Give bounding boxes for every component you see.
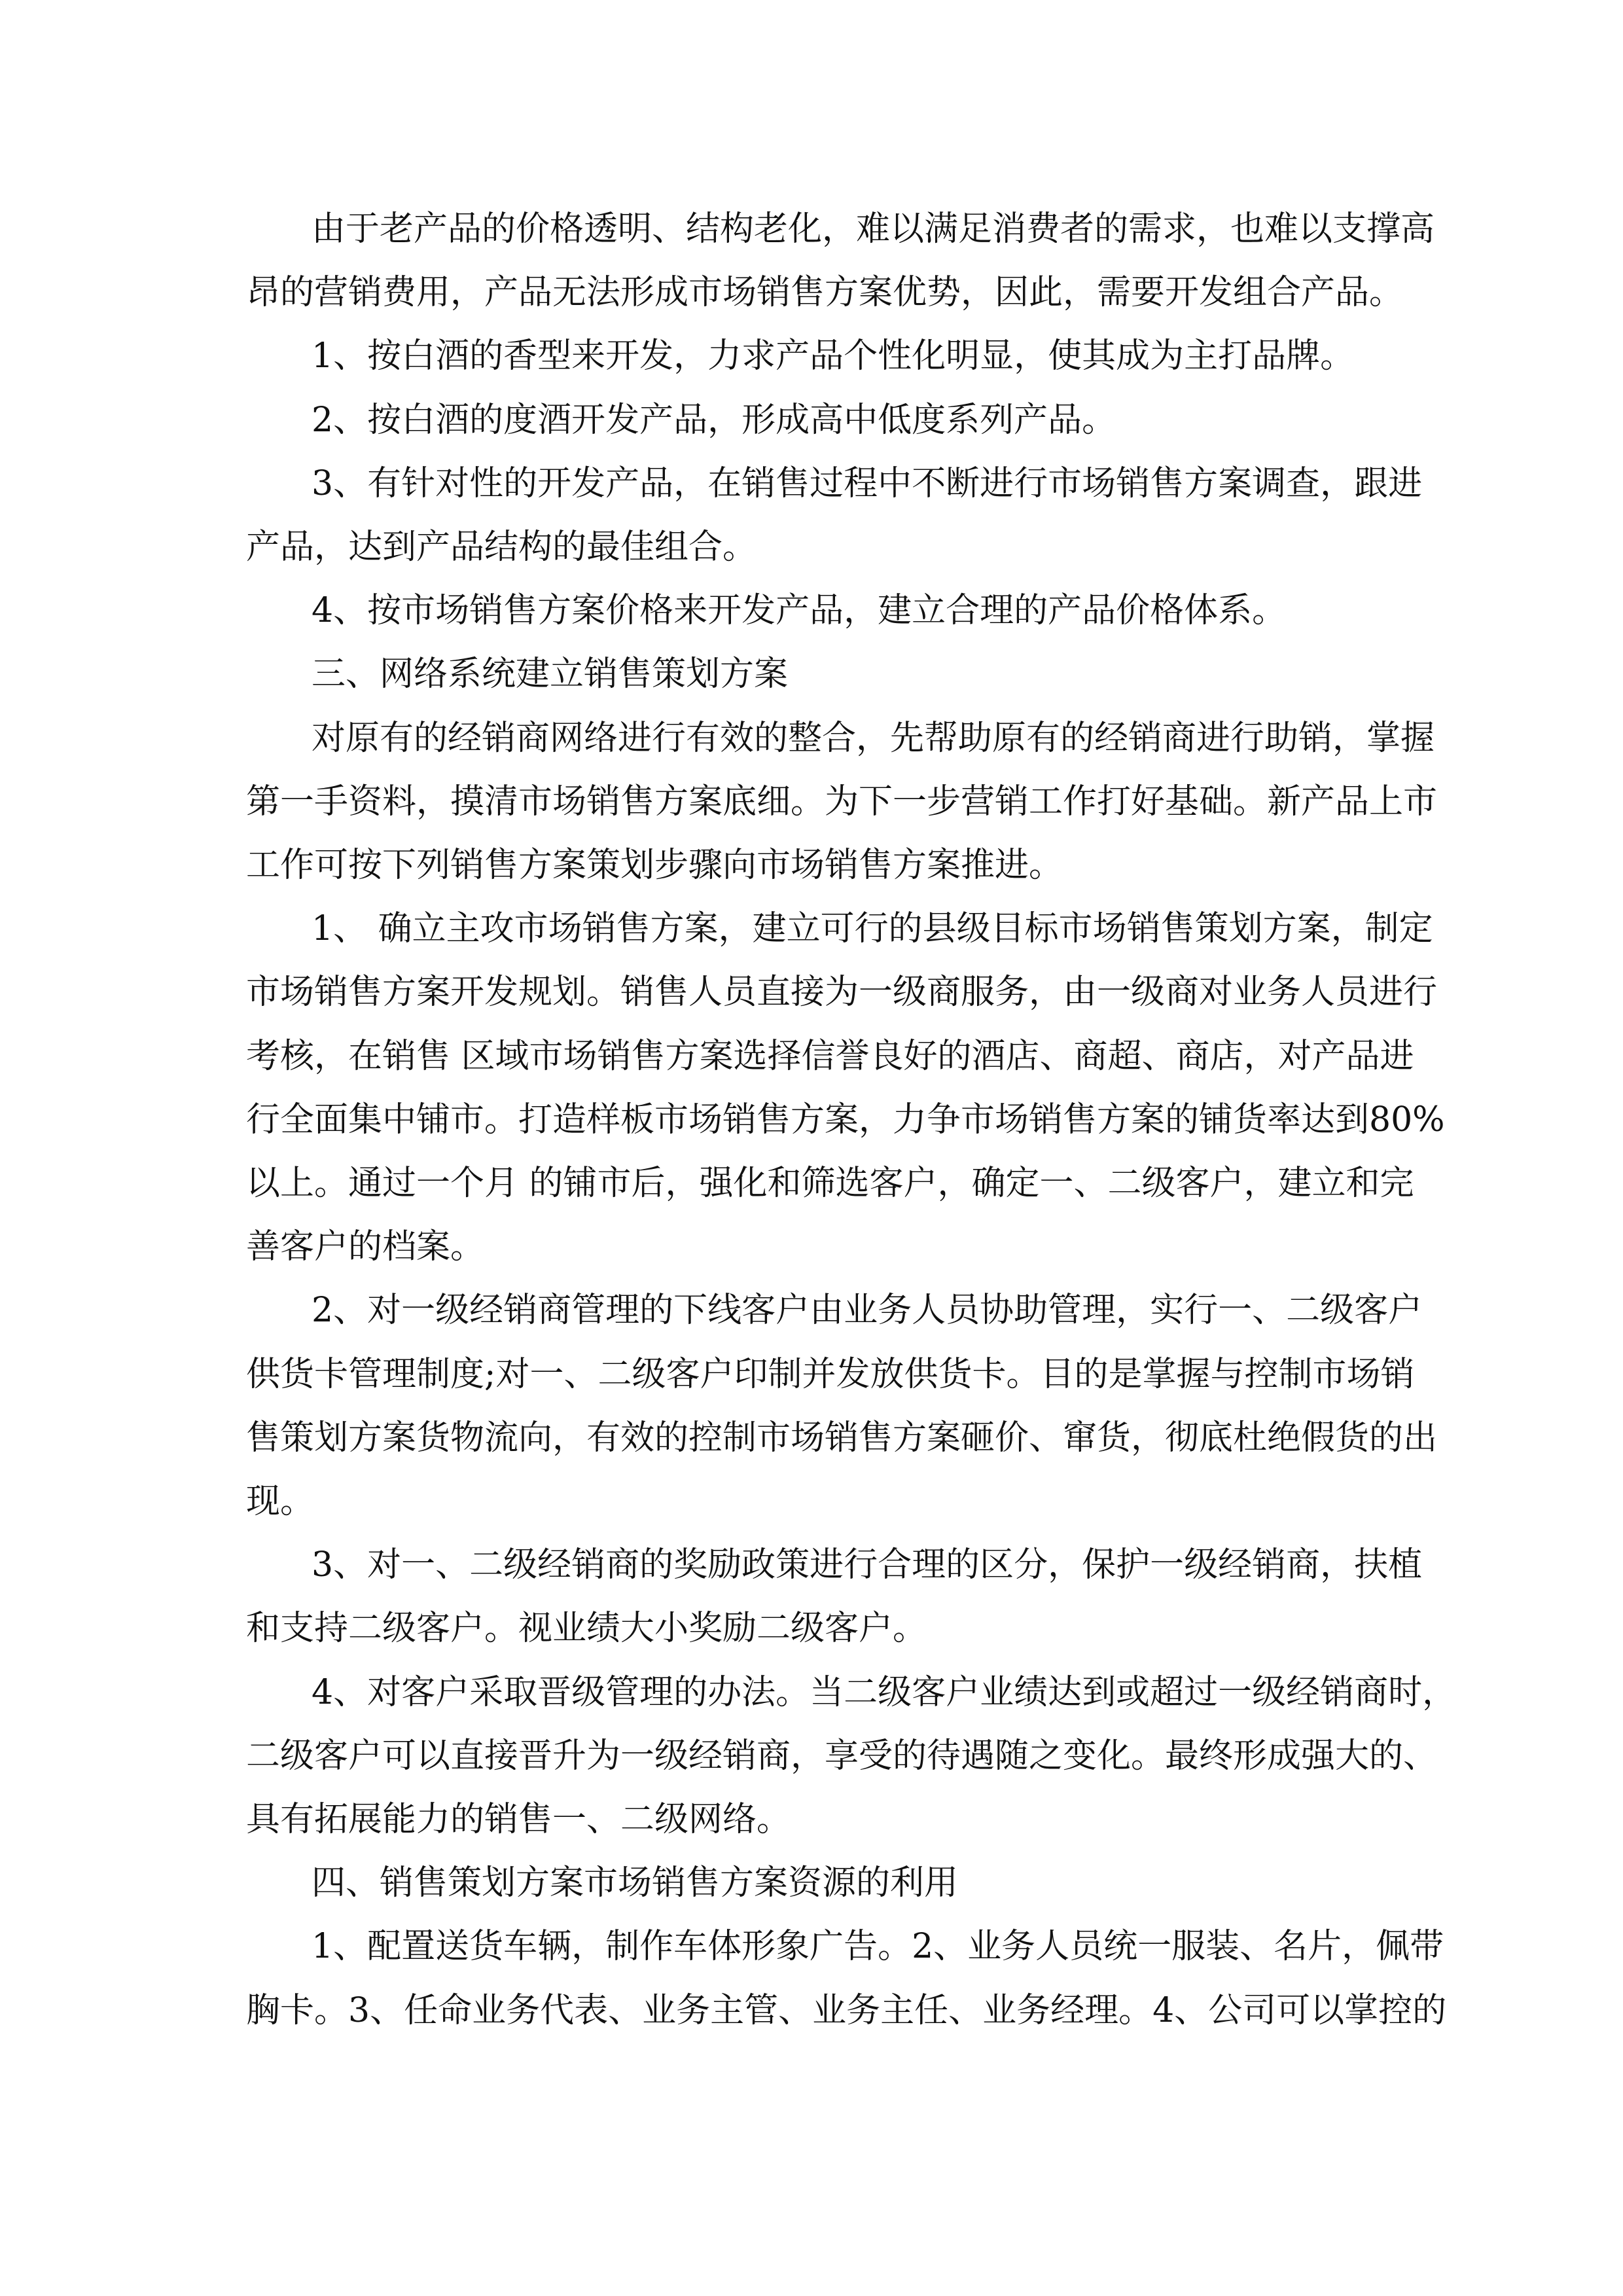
text-line: 1、配置送货车辆，制作车体形象广告。2、业务人员统一服装、名片，佩带 [312, 1927, 1444, 1967]
text-line: 2、对一级经销商管理的下线客户由业务人员协助管理，实行一、二级客户 [312, 1291, 1423, 1331]
text-line: 工作可按下列销售方案策划步骤向市场销售方案推进。 [246, 846, 1063, 886]
text-line: 1、 确立主攻市场销售方案，建立可行的县级目标市场销售策划方案，制定 [312, 909, 1433, 949]
text-line: 和支持二级客户。视业绩大小奖励二级客户。 [246, 1609, 927, 1649]
text-line: 1、按白酒的香型来开发，力求产品个性化明显，使其成为主打品牌。 [312, 336, 1355, 376]
text-line: 二级客户可以直接晋升为一级经销商，享受的待遇随之变化。最终形成强大的、 [246, 1736, 1438, 1776]
text-line: 胸卡。3、任命业务代表、业务主管、业务主任、业务经理。4、公司可以掌控的 [246, 1990, 1447, 2030]
text-line: 具有拓展能力的销售一、二级网络。 [246, 1800, 791, 1840]
text-line: 善客户的档案。 [246, 1227, 485, 1267]
text-line: 3、对一、二级经销商的奖励政策进行合理的区分，保护一级经销商，扶植 [312, 1545, 1423, 1585]
text-line: 四、销售策划方案市场销售方案资源的利用 [312, 1863, 959, 1903]
text-line: 产品，达到产品结构的最佳组合。 [246, 528, 757, 567]
text-line: 现。 [246, 1482, 315, 1522]
text-line: 4、对客户采取晋级管理的办法。当二级客户业绩达到或超过一级经销商时， [312, 1672, 1457, 1712]
text-line: 由于老产品的价格透明、结构老化，难以满足消费者的需求，也难以支撑高 [312, 209, 1435, 249]
text-line: 4、按市场销售方案价格来开发产品，建立合理的产品价格体系。 [312, 591, 1287, 631]
text-line: 市场销售方案开发规划。销售人员直接为一级商服务，由一级商对业务人员进行 [246, 973, 1438, 1013]
document-page [246, 198, 1457, 2043]
text-line: 昂的营销费用，产品无法形成市场销售方案优势，因此，需要开发组合产品。 [246, 273, 1404, 313]
text-line: 对原有的经销商网络进行有效的整合，先帮助原有的经销商进行助销，掌握 [312, 718, 1435, 758]
text-line: 三、网络系统建立销售策划方案 [312, 655, 789, 694]
text-line: 行全面集中铺市。打造样板市场销售方案，力争市场销售方案的铺货率达到80% [246, 1100, 1445, 1139]
text-line: 以上。通过一个月 的铺市后，强化和筛选客户，确定一、二级客户，建立和完 [246, 1164, 1414, 1204]
text-line: 2、按白酒的度酒开发产品，形成高中低度系列产品。 [312, 400, 1116, 440]
text-line: 售策划方案货物流向，有效的控制市场销售方案砸价、窜货，彻底杜绝假货的出 [246, 1418, 1438, 1458]
text-line: 考核，在销售 区域市场销售方案选择信誉良好的酒店、商超、商店，对产品进 [246, 1036, 1414, 1076]
text-line: 3、有针对性的开发产品，在销售过程中不断进行市场销售方案调查，跟进 [312, 463, 1423, 503]
text-line: 第一手资料，摸清市场销售方案底细。为下一步营销工作打好基础。新产品上市 [246, 781, 1438, 821]
text-line: 供货卡管理制度;对一、二级客户印制并发放供货卡。目的是掌握与控制市场销 [246, 1354, 1415, 1394]
